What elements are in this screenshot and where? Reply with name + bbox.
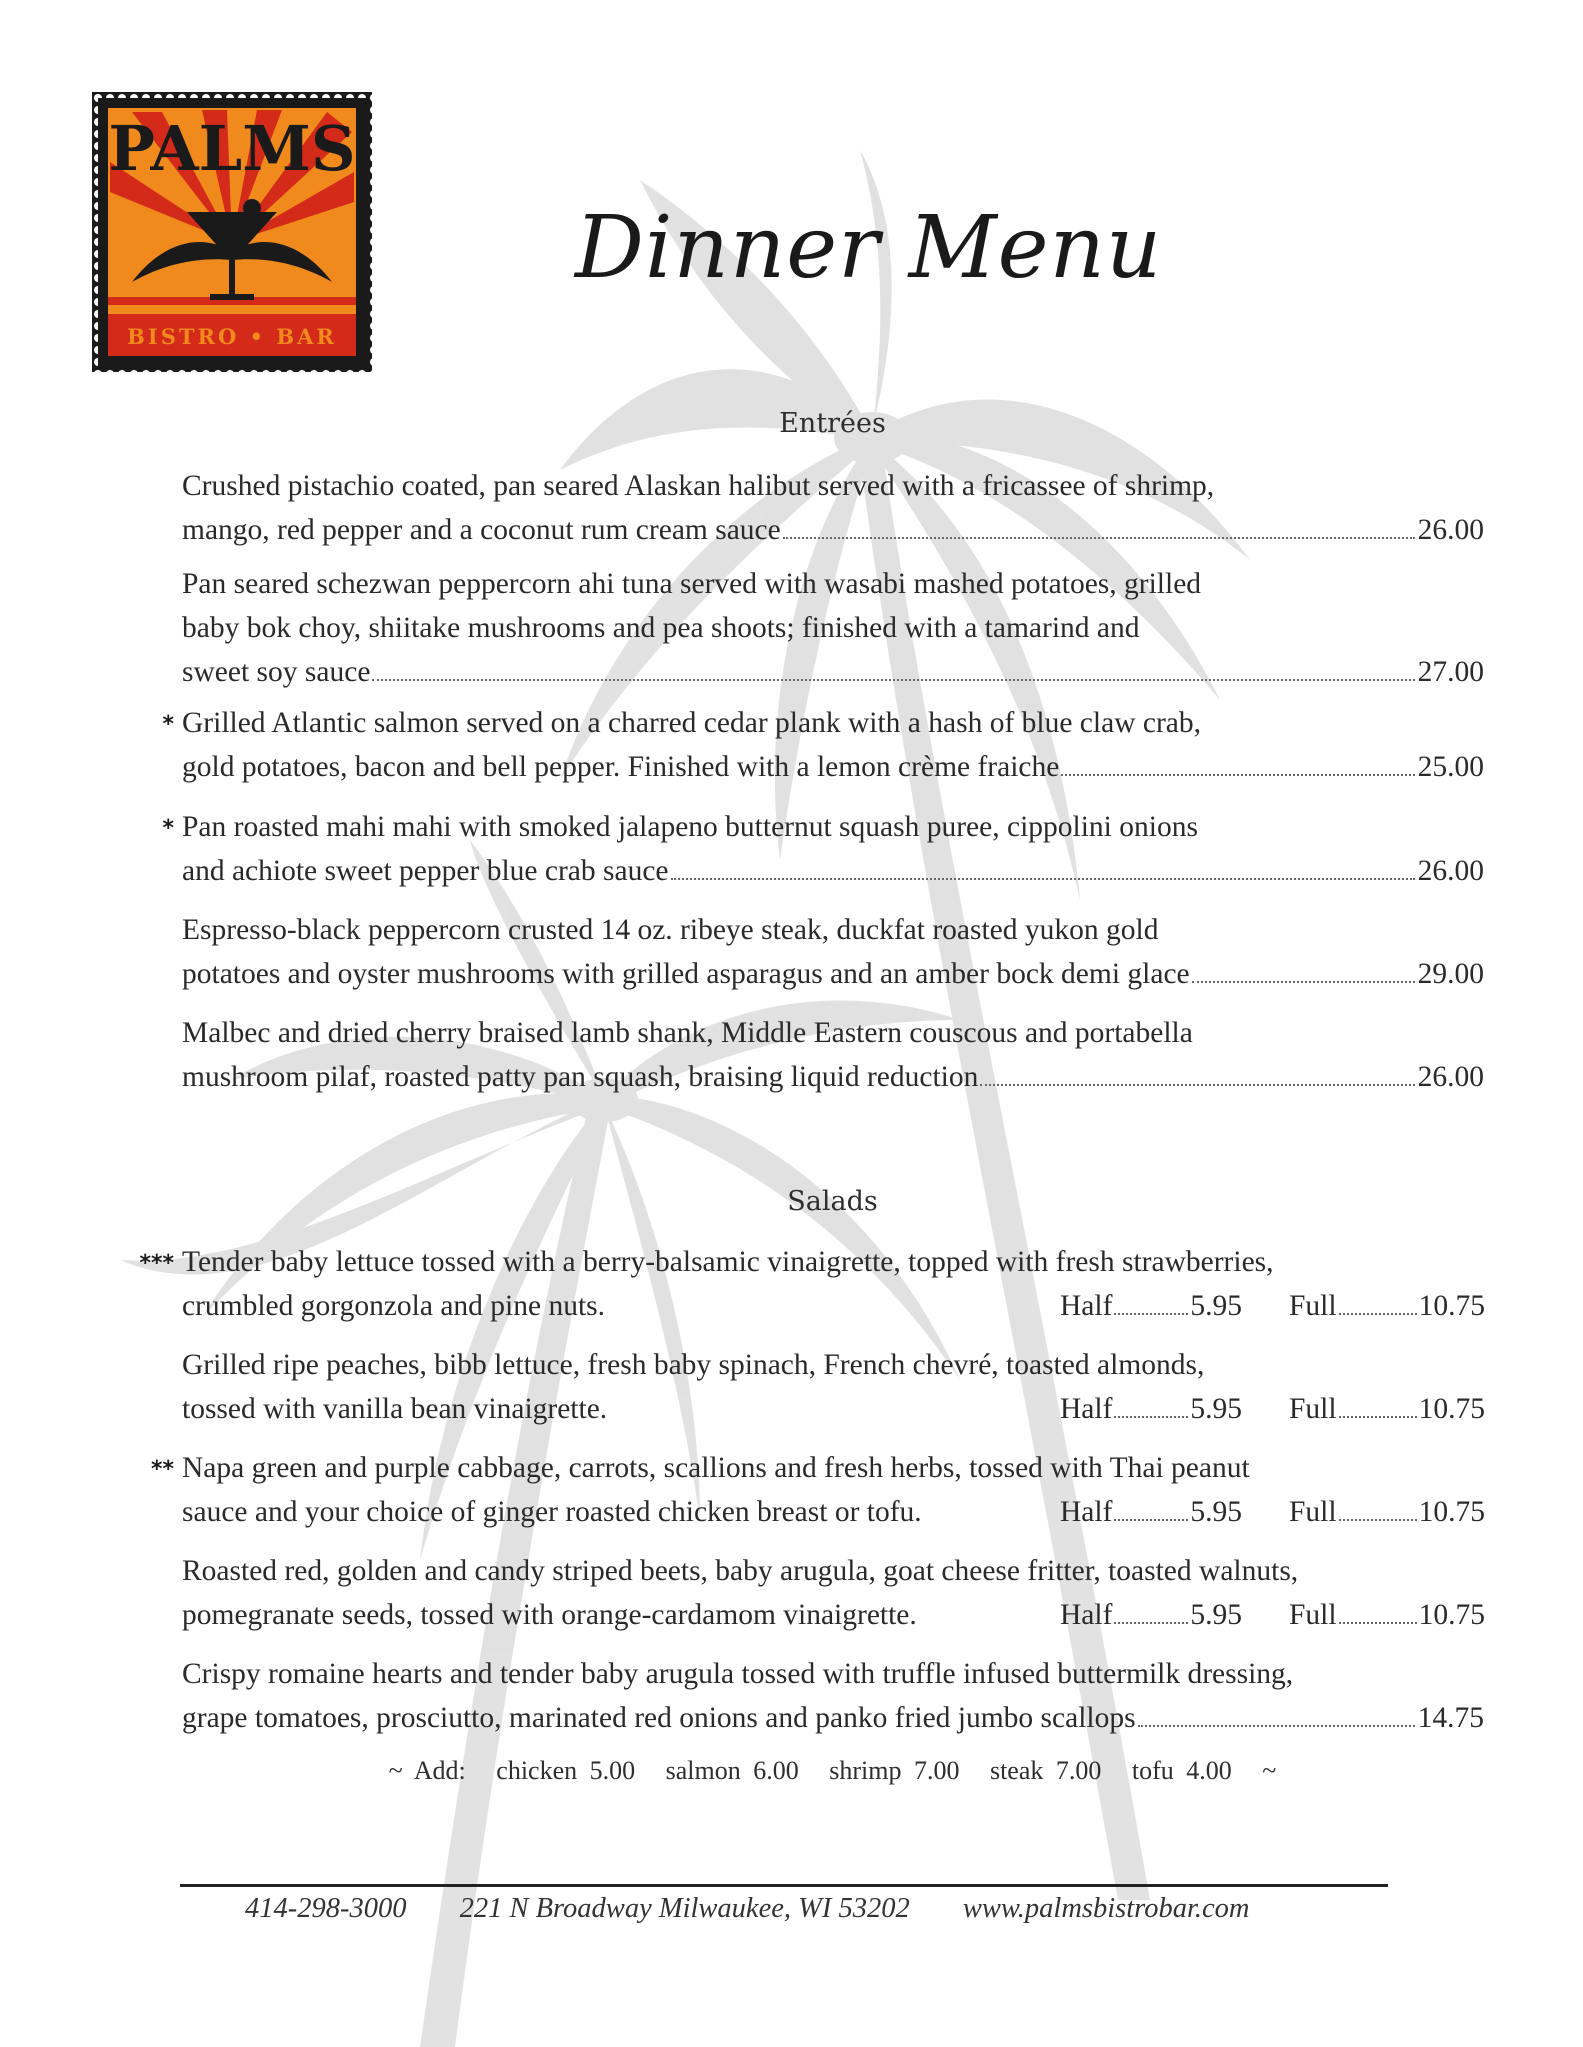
item-marker: *** bbox=[139, 1251, 174, 1276]
footer-address: 221 N Broadway Milwaukee, WI 53202 bbox=[459, 1893, 910, 1924]
item-description-line: Pan seared schezwan peppercorn ahi tuna served with wasabi mashed potatoes, grilled bbox=[182, 568, 1202, 600]
item-description-line-prices bbox=[182, 1490, 1484, 1534]
menu-title: Dinner Menu bbox=[575, 198, 1163, 298]
entree-item-lamb-shank bbox=[182, 1011, 1484, 1099]
full-price bbox=[1289, 1490, 1485, 1534]
item-price: 29.00 bbox=[1417, 958, 1484, 990]
footer-divider bbox=[180, 1884, 1388, 1887]
full-label: Full bbox=[1289, 1290, 1337, 1322]
item-description-line: baby bok choy, shiitake mushrooms and pea shoots; finished with a tamarind and bbox=[182, 612, 1140, 644]
item-marker: ** bbox=[150, 1457, 174, 1482]
salads-heading: Salads bbox=[787, 1186, 878, 1217]
dot-leader bbox=[1114, 1622, 1188, 1624]
full-price bbox=[1289, 1284, 1485, 1328]
dot-leader bbox=[1339, 1313, 1417, 1315]
item-description-line-prices bbox=[182, 1284, 1484, 1328]
item-marker: * bbox=[162, 712, 174, 737]
item-description-line: sauce and your choice of ginger roasted chicken breast or tofu. bbox=[182, 1496, 922, 1528]
addons-open: ~ Add: bbox=[388, 1756, 466, 1785]
dot-leader bbox=[783, 537, 1415, 539]
dot-leader bbox=[1339, 1416, 1417, 1418]
dot-leader bbox=[1114, 1416, 1188, 1418]
dot-leader bbox=[980, 1084, 1414, 1086]
half-label: Half bbox=[1060, 1290, 1113, 1322]
half-price bbox=[1060, 1593, 1242, 1637]
item-description-line: tossed with vanilla bean vinaigrette. bbox=[182, 1393, 608, 1425]
item-description-line-prices bbox=[182, 1387, 1484, 1431]
dot-leader bbox=[671, 878, 1415, 880]
dot-leader bbox=[372, 679, 1414, 681]
footer-phone: 414-298-3000 bbox=[245, 1893, 407, 1924]
full-price-value: 10.75 bbox=[1418, 1599, 1485, 1631]
dot-leader bbox=[1114, 1519, 1188, 1521]
item-description-line: grape tomatoes, prosciutto, marinated red onions and panko fried jumbo scallops bbox=[182, 1702, 1136, 1734]
item-description-line: potatoes and oyster mushrooms with grilled asparagus and an amber bock demi glace bbox=[182, 958, 1190, 990]
full-price-value: 10.75 bbox=[1418, 1290, 1485, 1322]
item-price: 14.75 bbox=[1417, 1702, 1484, 1734]
full-label: Full bbox=[1289, 1393, 1337, 1425]
half-label: Half bbox=[1060, 1599, 1113, 1631]
full-price-value: 10.75 bbox=[1418, 1496, 1485, 1528]
half-price-value: 5.95 bbox=[1190, 1290, 1242, 1322]
addon-steak: steak 7.00 bbox=[989, 1756, 1102, 1785]
item-price: 26.00 bbox=[1417, 514, 1484, 546]
salad-item-napa-cabbage bbox=[150, 1446, 1485, 1534]
full-price bbox=[1289, 1387, 1485, 1431]
item-description-line: Pan roasted mahi mahi with smoked jalapeno butternut squash puree, cippolini onions bbox=[182, 811, 1198, 843]
half-price-value: 5.95 bbox=[1190, 1496, 1242, 1528]
addon-shrimp: shrimp 7.00 bbox=[829, 1756, 960, 1785]
item-price: 27.00 bbox=[1417, 656, 1484, 688]
entree-item-mahi-mahi bbox=[162, 805, 1484, 893]
salad-addons bbox=[0, 1756, 1583, 1786]
item-description-line-leader bbox=[182, 952, 1484, 996]
item-description-line: pomegranate seeds, tossed with orange-cardamom vinaigrette. bbox=[182, 1599, 917, 1631]
half-price bbox=[1060, 1490, 1242, 1534]
item-description-line-leader bbox=[182, 650, 1484, 694]
item-description-line: gold potatoes, bacon and bell pepper. Finished with a lemon crème fraiche bbox=[182, 751, 1060, 783]
palms-bistro-bar-logo bbox=[92, 92, 372, 372]
logo-tagline: BISTRO • BAR bbox=[127, 324, 337, 349]
item-description-line: and achiote sweet pepper blue crab sauce bbox=[182, 855, 669, 887]
salad-item-baby-lettuce bbox=[139, 1240, 1485, 1328]
addon-tofu: tofu 4.00 bbox=[1131, 1756, 1232, 1785]
item-description-line-prices bbox=[182, 1593, 1484, 1637]
salad-item-romaine-scallops bbox=[182, 1652, 1484, 1740]
full-label: Full bbox=[1289, 1496, 1337, 1528]
item-description-line-leader bbox=[182, 1696, 1484, 1740]
item-description-line: crumbled gorgonzola and pine nuts. bbox=[182, 1290, 606, 1322]
full-price-value: 10.75 bbox=[1418, 1393, 1485, 1425]
item-description-line-leader bbox=[182, 849, 1484, 893]
footer bbox=[245, 1893, 1296, 1925]
full-label: Full bbox=[1289, 1599, 1337, 1631]
item-description-line: mango, red pepper and a coconut rum cream sauce bbox=[182, 514, 781, 546]
logo-name: PALMS bbox=[108, 112, 356, 185]
item-price: 25.00 bbox=[1417, 751, 1484, 783]
item-description-line-leader bbox=[182, 508, 1484, 552]
item-description-line-leader bbox=[182, 745, 1484, 789]
item-marker: * bbox=[162, 816, 174, 841]
item-description-line: Grilled Atlantic salmon served on a charred cedar plank with a hash of blue claw crab, bbox=[182, 707, 1202, 739]
dot-leader bbox=[1114, 1313, 1188, 1315]
half-price bbox=[1060, 1387, 1242, 1431]
half-label: Half bbox=[1060, 1496, 1113, 1528]
dot-leader bbox=[1339, 1622, 1417, 1624]
salad-item-beets bbox=[182, 1549, 1484, 1637]
entrees-heading: Entrées bbox=[779, 408, 886, 439]
item-description-line: Malbec and dried cherry braised lamb shank, Middle Eastern couscous and portabella bbox=[182, 1017, 1193, 1049]
addons-close: ~ bbox=[1262, 1756, 1277, 1785]
entree-item-halibut bbox=[182, 464, 1484, 552]
dot-leader bbox=[1192, 981, 1415, 983]
dot-leader bbox=[1138, 1725, 1415, 1727]
item-description-line: Crushed pistachio coated, pan seared Alaskan halibut served with a fricassee of shrimp, bbox=[182, 470, 1215, 502]
item-description-line: Espresso-black peppercorn crusted 14 oz. ribeye steak, duckfat roasted yukon gold bbox=[182, 914, 1159, 946]
item-description-line: mushroom pilaf, roasted patty pan squash, braising liquid reduction bbox=[182, 1061, 979, 1093]
addon-salmon: salmon 6.00 bbox=[665, 1756, 799, 1785]
entree-item-salmon bbox=[162, 701, 1484, 789]
item-description-line: Napa green and purple cabbage, carrots, scallions and fresh herbs, tossed with Thai peanut bbox=[182, 1452, 1250, 1484]
item-description-line: sweet soy sauce bbox=[182, 656, 371, 688]
item-description-line: Tender baby lettuce tossed with a berry-balsamic vinaigrette, topped with fresh strawberries, bbox=[182, 1246, 1274, 1278]
half-price bbox=[1060, 1284, 1242, 1328]
half-price-value: 5.95 bbox=[1190, 1393, 1242, 1425]
full-price bbox=[1289, 1593, 1485, 1637]
dot-leader bbox=[1339, 1519, 1417, 1521]
footer-website: www.palmsbistrobar.com bbox=[962, 1893, 1250, 1924]
half-price-value: 5.95 bbox=[1190, 1599, 1242, 1631]
half-label: Half bbox=[1060, 1393, 1113, 1425]
dot-leader bbox=[1061, 774, 1414, 776]
addon-chicken: chicken 5.00 bbox=[496, 1756, 636, 1785]
entree-item-ribeye bbox=[182, 908, 1484, 996]
salad-item-peaches bbox=[182, 1343, 1484, 1431]
item-price: 26.00 bbox=[1417, 855, 1484, 887]
item-price: 26.00 bbox=[1417, 1061, 1484, 1093]
item-description-line-leader bbox=[182, 1055, 1484, 1099]
item-description-line: Crispy romaine hearts and tender baby arugula tossed with truffle infused buttermilk dressing, bbox=[182, 1658, 1294, 1690]
item-description-line: Roasted red, golden and candy striped beets, baby arugula, goat cheese fritter, toasted walnuts, bbox=[182, 1555, 1299, 1587]
item-description-line: Grilled ripe peaches, bibb lettuce, fresh baby spinach, French chevré, toasted almonds, bbox=[182, 1349, 1205, 1381]
entree-item-ahi-tuna bbox=[182, 562, 1484, 694]
